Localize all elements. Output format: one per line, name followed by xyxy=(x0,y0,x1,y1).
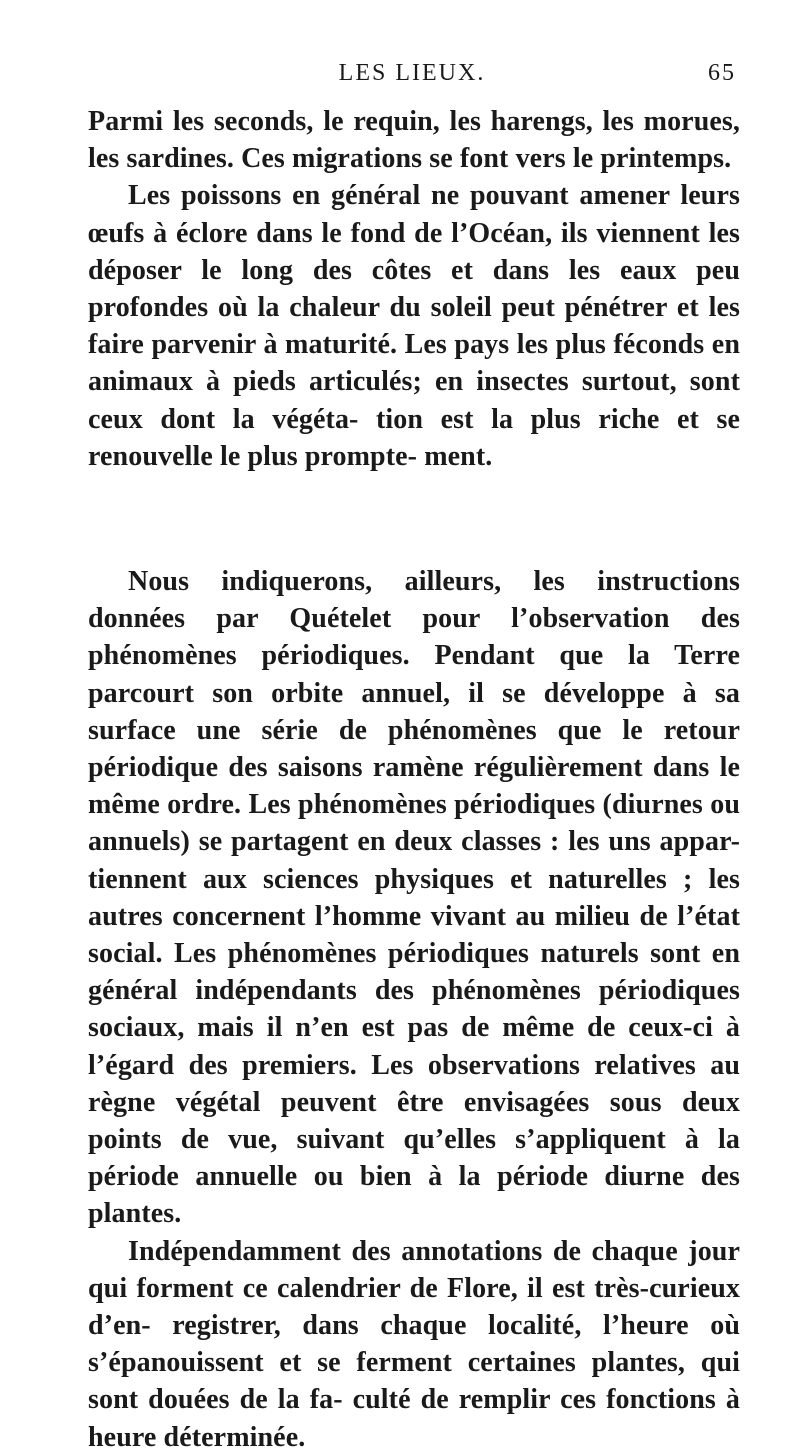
page-number: 65 xyxy=(708,60,736,86)
running-title: LES LIEUX. xyxy=(338,60,486,86)
paragraph-phenomenes: Nous indiquerons, ailleurs, les instructions données par Quételet pour l’observation des phénomènes périodiques. Pendant que la Terre parcourt son orbite annuel, il se développe à sa surface une série de phénomènes que le retour périodique des saisons ramène régulièrement dans le même ordre. Les phénomènes périodiques (diurnes ou annuels) se partagent en deux classes : les uns appar- tiennent aux sciences physiques et naturelles ; les autres concernent l’homme vivant au milieu de l’état social. Les phénomènes périodiques naturels sont en général indépendants des phénomènes périodiques sociaux, mais il n’en est pas de même de ceux-ci à l’égard des premiers. Les observations relatives au règne végétal peuvent être envisagées sous deux points de vue, suivant qu’elles s’appliquent à la période annuelle ou bien à la période diurne des plantes. xyxy=(88,566,740,1230)
paragraph-poissons: Les poissons en général ne pouvant amener leurs œufs à éclore dans le fond de l’Océan, ils viennent les déposer le long des côtes et dans les eaux peu profondes où la chaleur du soleil peut pénétrer et les faire parvenir à maturité. Les pays les plus féconds en animaux à pieds articulés; en insectes surtout, sont ceux dont la végéta- tion est la plus riche et se renouvelle le plus prompte- ment. xyxy=(88,180,740,472)
text-block-top xyxy=(88,103,740,475)
text-block-bottom xyxy=(88,563,740,1456)
paragraph-calendrier: Indépendamment des annotations de chaque jour qui forment ce calendrier de Flore, il est très-curieux d’en- registrer, dans chaque localité, l’heure où s’épanouissent et se ferment certaines plantes, qui sont douées de la fa- culté de remplir ces fonctions à heure déterminée. xyxy=(88,1235,740,1453)
running-head xyxy=(88,60,736,90)
paragraph-migrations: Parmi les seconds, le requin, les harengs, les morues, les sardines. Ces migrations se font vers le printemps. xyxy=(88,106,740,175)
